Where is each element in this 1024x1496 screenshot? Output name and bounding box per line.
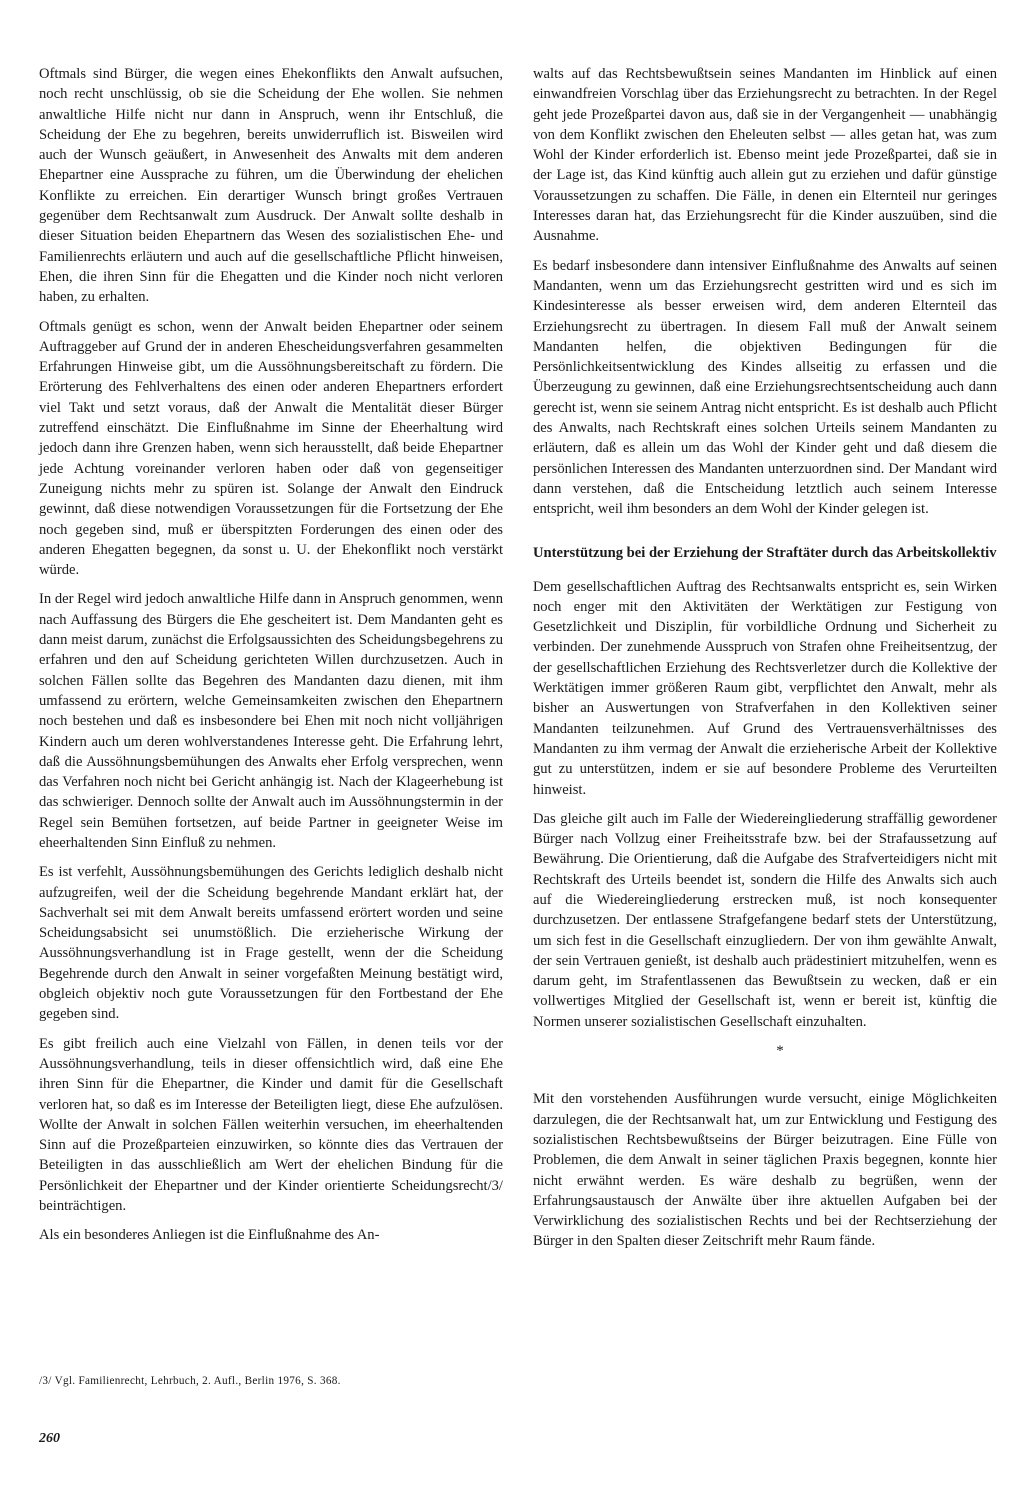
section-heading: Unterstützung bei der Erziehung der Straftäter durch das Arbeitskollektiv	[533, 544, 997, 561]
paragraph: Es ist verfehlt, Aussöhnungsbemühungen des Gerichts lediglich deshalb nicht aufzugreifen, weil der die Scheidung begehrende Mandant erklärt hat, der Sachverhalt sei mit dem Anwalt bereits umfassend erörtert worden und seine Scheidungsabsicht sei unumstößlich. Die erzieherische Wirkung der Aussöhnungsverhandlung ist in Frage gestellt, wenn der die Scheidung Begehrende durch den Anwalt in seiner vorgefaßten Meinung bestätigt wird, obgleich objektiv noch gute Voraussetzungen für den Fortbestand der Ehe gegeben sind.	[39, 864, 503, 1023]
left-column	[39, 64, 503, 1255]
paragraph: Dem gesellschaftlichen Auftrag des Rechtsanwalts entspricht es, sein Wirken noch enger mit den Aktivitäten der Werktätigen zur Festigung von Gesetzlichkeit und Disziplin, für vorbildliche Ordnung und Sicherheit zu verbinden. Der zunehmende Ausspruch von Strafen ohne Freiheitsentzug, der der gesellschaftlichen Erziehung des Rechtsverletzer durch die Kollektive der Werktätigen immer größeren Raum gibt, verpflichtet den Anwalt, mehr als bisher an Auswertungen von Strafverfahen in den Kollektiven seiner Mandanten teilzunehmen. Auf Grund des Vertrauensverhältnisses des Mandanten zu ihm vermag der Anwalt die erzieherische Arbeit der Kollektive gut zu unterstützen, indem er sie auf besondere Probleme des Verurteilten hinweist.	[533, 578, 997, 798]
right-column	[533, 64, 997, 1261]
paragraph: Es gibt freilich auch eine Vielzahl von Fällen, in denen teils vor der Aussöhnungsverhandlung, teils in dieser offensichtlich wird, daß eine Ehe ihren Sinn für die Ehepartner, die Kinder und damit für die Gesellschaft verloren hat, so daß es im Interesse der Beteiligten liegt, diese Ehe aufzulösen. Wollte der Anwalt in solchen Fällen weiterhin versuchen, im eheerhaltenden Sinn auf die Prozeßparteien einzuwirken, so könnte dies das Vertrauen der Beteiligten in das ausschließlich am Wert der ehelichen Bindung für die Persönlichkeit der Ehepartner und der Kinder orientierte Scheidungsrecht/3/ beinträchtigen.	[39, 1035, 503, 1215]
paragraph: Das gleiche gilt auch im Falle der Wiedereingliederung straffällig gewordener Bürger nach Vollzug einer Freiheitsstrafe bzw. bei der Strafaussetzung auf Bewährung. Die Orientierung, daß die Aufgabe des Strafverteidigers nicht mit Rechtskraft des Urteils beendet ist, sondern die Hilfe des Anwalts sich auch auf die Wiedereingliederung erstrecken muß, ist noch konsequenter durchzusetzen. Der entlassene Strafgefangene bedarf stets der Unterstützung, um sich fest in die Gesellschaft einzugliedern. Der von ihm gewählte Anwalt, der sein Vertrauen genießt, ist deshalb auch prädestiniert mitzuhelfen, wenn es darum geht, im Strafentlassenen das Bewußtsein zu wecken, daß er ein vollwertiges Mitglied der Gesellschaft ist, wenn er bereit ist, künftig die Normen unserer sozialistischen Gesellschaft einzuhalten.	[533, 810, 997, 1030]
footnote: /3/ Vgl. Familienrecht, Lehrbuch, 2. Aufl., Berlin 1976, S. 368.	[39, 1375, 341, 1387]
paragraph: Als ein besonderes Anliegen ist die Einflußnahme des An-	[39, 1227, 380, 1244]
page-number: 260	[39, 1431, 60, 1446]
paragraph: In der Regel wird jedoch anwaltliche Hilfe dann in Anspruch genommen, wenn nach Auffassung des Bürgers die Ehe gescheitert ist. Dem Mandanten geht es dann meist darum, zunächst die Erfolgsaussichten des Scheidungsbegehrens zu erfahren und den auf Scheidung gerichteten Willen durchzusetzen. Auch in solchen Fällen sollte das Begehren des Mandanten dazu dienen, mit ihm umfassend zu erörtern, welche Gemeinsamkeiten zwischen den Ehepartnern noch bestehen und daß es insbesondere bei Ehen mit noch nicht volljährigen Kindern auch um deren wohlverstandenes Interesse geht. Die Erfahrung lehrt, daß die Aussöhnungsbemühungen des Anwalts eher Erfolg versprechen, wenn das Verfahren noch nicht bei Gericht anhängig ist. Nach der Klageerhebung ist das schwieriger. Dennoch sollte der Anwalt auch im Aussöhnungstermin in der Regel sein Bemühen fortsetzen, auf beide Partner in geeigneter Weise im eheerhaltenden Sinn Einfluß zu nehmen.	[39, 591, 503, 851]
paragraph: Oftmals sind Bürger, die wegen eines Ehekonflikts den Anwalt aufsuchen, noch recht unschlüssig, ob sie die Scheidung der Ehe wollen. Sie nehmen anwaltliche Hilfe nicht nur dann in Anspruch, wenn ihr Entschluß, die Scheidung der Ehe zu begehren, bereits unwiderruflich ist. Bisweilen wird auch der Wunsch geäußert, in Anwesenheit des Anwalts mit dem anderen Ehepartner eine Aussprache zu führen, um die Überwindung der ehelichen Konflikte zu erreichen. Ein derartiger Wunsch bringt großes Vertrauen gegenüber dem Rechtsanwalt zum Ausdruck. Der Anwalt sollte deshalb in dieser Situation beiden Ehepartnern das Wesen des sozialistischen Ehe- und Familienrechts erläutern und auch auf die gesellschaftliche Pflicht hinweisen, Ehen, die ihren Sinn für die Ehegatten und die Kinder noch nicht verloren haben, zu erhalten.	[39, 66, 503, 306]
closing-paragraph: Mit den vorstehenden Ausführungen wurde versucht, einige Möglichkeiten darzulegen, die der Rechtsanwalt hat, um zur Entwicklung und Festigung des sozialistischen Rechtsbewußtseins der Bürger beizutragen. Eine Fülle von Problemen, die dem Anwalt in seiner täglichen Praxis begegnen, konnte hier nicht erwähnt werden. Es wäre deshalb zu begrüßen, wenn der Erfahrungsaustausch der Anwälte über ihre aktuellen Aufgaben bei der Verwirklichung des sozialistischen Rechts und bei der Rechtserziehung der Bürger in den Spalten dieser Zeitschrift mehr Raum fände.	[533, 1091, 997, 1250]
paragraph: Oftmals genügt es schon, wenn der Anwalt beiden Ehepartner oder seinem Auftraggeber auf Grund der in anderen Ehescheidungsverfahren gesammelten Erfahrungen Hinweise gibt, um die Aussöhnungsbereitschaft zu fördern. Die Erörterung des Fehlverhaltens des einen oder anderen Ehepartners erfordert viel Takt und setzt voraus, daß der Anwalt die Mentalität dieser Bürger zutreffend einschätzt. Die Einflußnahme im Sinne der Eheerhaltung wird jedoch dann ihre Grenzen haben, wenn sich herausstellt, daß beide Ehepartner jede Achtung voreinander verloren haben oder daß von gegenseitiger Zuneigung nichts mehr zu spüren ist. Solange der Anwalt den Eindruck gewinnt, daß diese notwendigen Voraussetzungen für die Fortsetzung der Ehe noch gegeben sind, muß er überspitzten Forderungen des einen oder des anderen Ehegatten begegnen, da sonst u. U. der Ehekonflikt noch verstärkt würde.	[39, 318, 503, 579]
paragraph: Es bedarf insbesondere dann intensiver Einflußnahme des Anwalts auf seinen Mandanten, wenn um das Erziehungsrecht gestritten wird und es sich im Kindesinteresse als besser erweisen wird, dem anderen Elternteil das Erziehungsrecht zu übertragen. In diesem Fall muß der Anwalt seinem Mandanten helfen, die objektiven Bedingungen für die Persönlichkeitsentwicklung des Kindes allseitig zu erfassen und die Überzeugung zu gewinnen, daß eine Erziehungsrechtsentscheidung auch dann gerecht ist, wenn sie seinem Antrag nicht entspricht. Es ist deshalb auch Pflicht des Anwalts, nach Rechtskraft eines solchen Urteils seinem Mandanten zu erläutern, daß es allein um das Wohl der Kinder geht und daß diesem die persönlichen Interessen des Mandanten unterzuordnen sind. Der Mandant wird dann verstehen, daß die Entscheidung letztlich auch seinem Interesse entspricht, weil ihm besonders an dem Wohl der Kinder gelegen ist.	[533, 257, 997, 518]
section-separator: *	[776, 1043, 784, 1060]
paragraph: walts auf das Rechtsbewußtsein seines Mandanten im Hinblick auf einen einwandfreien Vorschlag über das Erziehungsrecht zu betrachten. In der Regel geht jede Prozeßpartei davon aus, daß sie in der Vergangenheit — unabhängig von dem Konflikt zwischen den Eheleuten selbst — alles getan hat, was zum Wohl der Kinder erforderlich ist. Ebenso meint jede Prozeßpartei, daß sie in der Lage ist, das Kind künftig auch allein gut zu erziehen und dafür günstige Voraussetzungen zu schaffen. Die Fälle, in denen ein Elternteil nur geringes Interesses daran hat, das Erziehungsrecht für die Kinder auszuüben, sind die Ausnahme.	[533, 66, 997, 245]
